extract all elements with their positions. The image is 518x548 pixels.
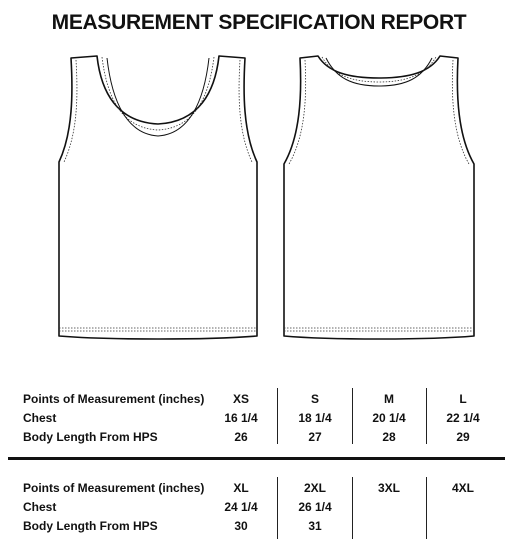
size-header-s: S: [310, 392, 319, 406]
row-label-body-length: Body Length From HPS: [23, 430, 158, 444]
length-value-s: 27: [308, 430, 322, 444]
length-value-xs: 26: [234, 430, 248, 444]
column-divider: [426, 388, 427, 444]
chest-value-xs: 16 1/4: [224, 411, 258, 425]
tank-top-back-sketch: [278, 52, 480, 346]
size-header-xs: XS: [232, 392, 249, 406]
measurement-table-2: [0, 474, 518, 540]
length-value-2xl: 31: [308, 519, 322, 533]
column-divider: [352, 477, 353, 539]
row-label-chest: Chest: [23, 411, 57, 425]
size-header-2xl: 2XL: [303, 481, 326, 495]
column-divider: [277, 388, 278, 444]
column-divider: [352, 388, 353, 444]
report-title: MEASUREMENT SPECIFICATION REPORT: [51, 11, 467, 34]
measurement-table-1: [0, 385, 518, 445]
table-separator: [8, 457, 505, 460]
size-header-4xl: 4XL: [451, 481, 474, 495]
size-header-m: M: [384, 392, 394, 406]
table-header-label: Points of Measurement (inches): [23, 392, 205, 406]
chest-value-2xl: 26 1/4: [298, 500, 332, 514]
chest-value-xl: 24 1/4: [224, 500, 258, 514]
chest-value-s: 18 1/4: [298, 411, 332, 425]
chest-value-l: 22 1/4: [446, 411, 480, 425]
tank-top-front-sketch: [57, 52, 259, 346]
length-value-l: 29: [456, 430, 470, 444]
column-divider: [277, 477, 278, 539]
length-value-xl: 30: [234, 519, 248, 533]
chest-value-m: 20 1/4: [372, 411, 406, 425]
column-divider: [426, 477, 427, 539]
size-header-l: L: [459, 392, 467, 406]
row-label-chest: Chest: [23, 500, 57, 514]
size-header-3xl: 3XL: [377, 481, 400, 495]
size-header-xl: XL: [233, 481, 249, 495]
table-header-label: Points of Measurement (inches): [23, 481, 205, 495]
row-label-body-length: Body Length From HPS: [23, 519, 158, 533]
length-value-m: 28: [382, 430, 396, 444]
